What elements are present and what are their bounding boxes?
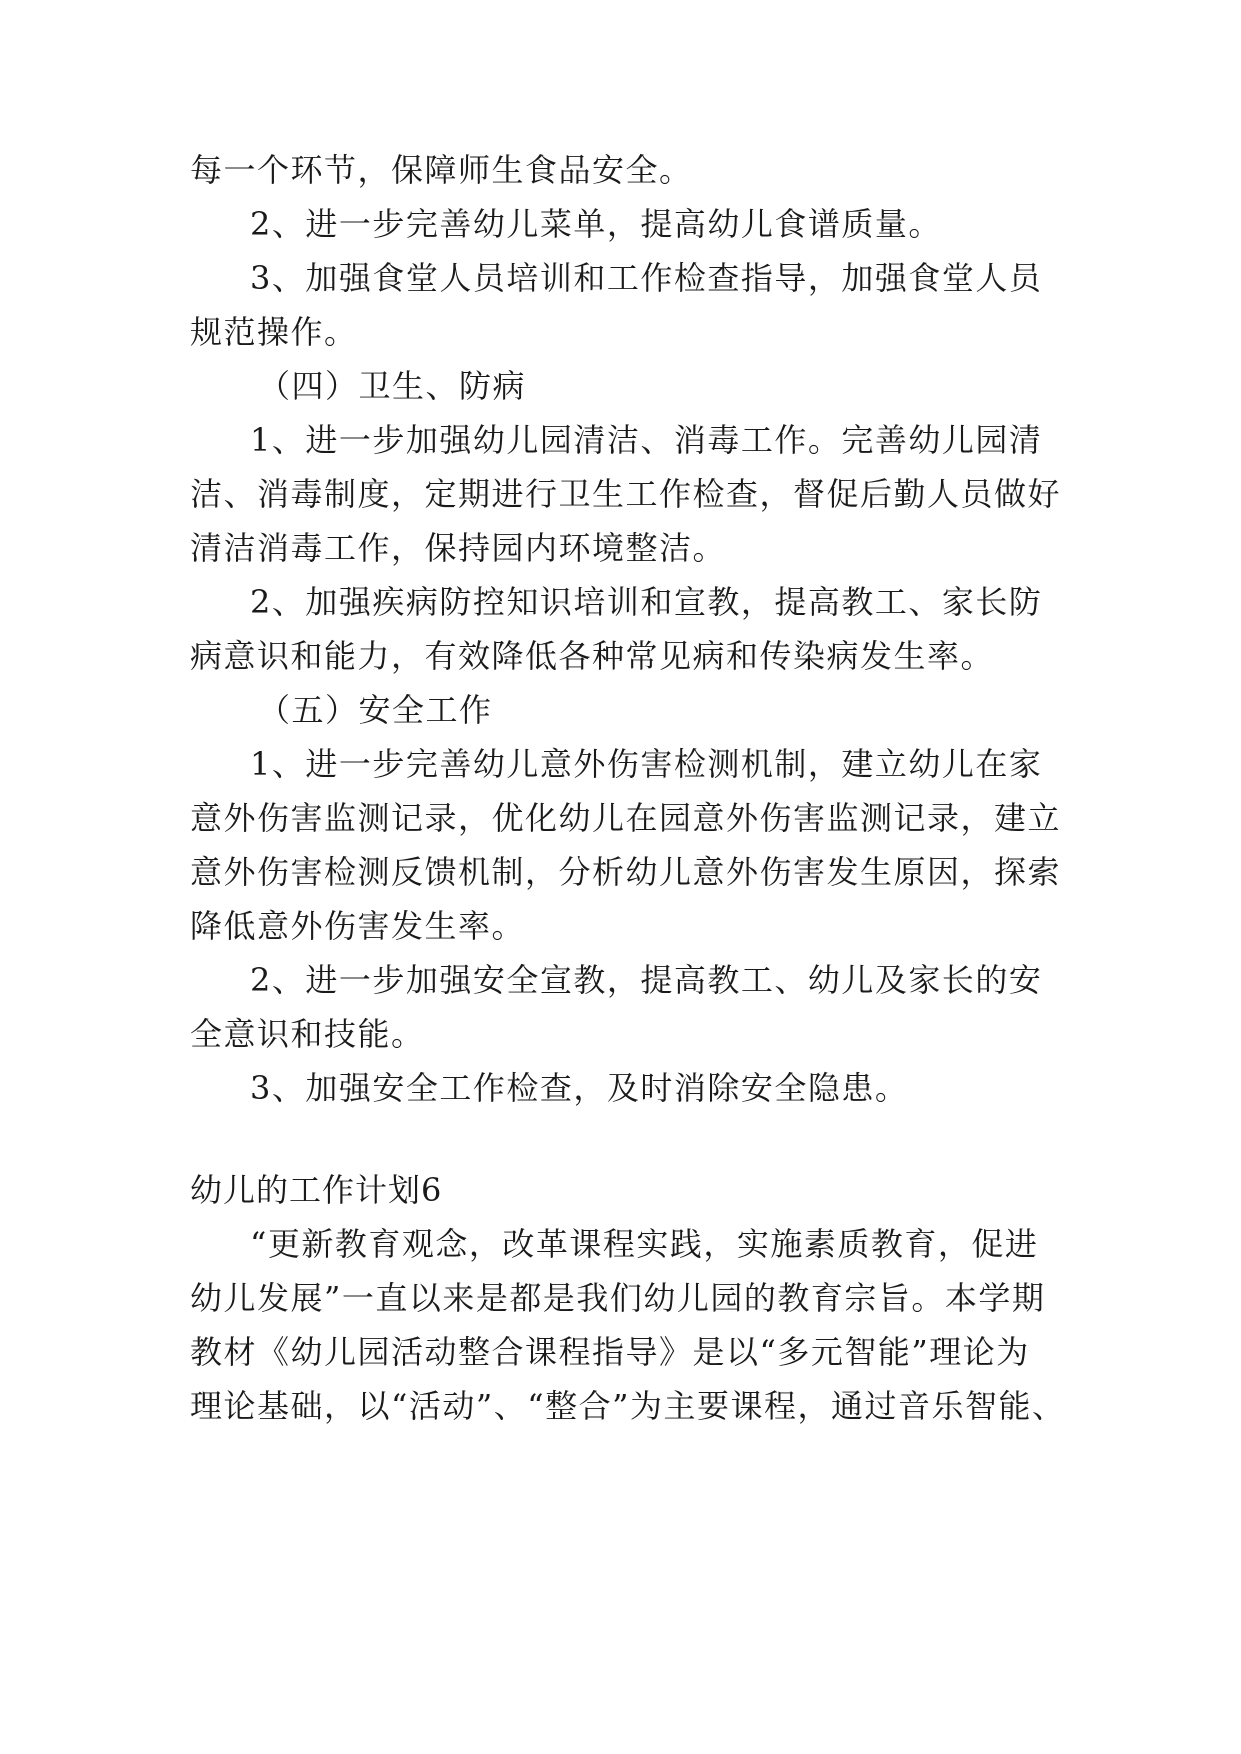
text-line: 教材《幼儿园活动整合课程指导》是以“多元智能”理论为 <box>190 1333 1030 1371</box>
text-line: 3、加强安全工作检查，及时消除安全隐患。 <box>250 1069 909 1107</box>
text-line: 1、进一步加强幼儿园清洁、消毒工作。完善幼儿园清 <box>250 421 1043 459</box>
text-line: 3、加强食堂人员培训和工作检查指导，加强食堂人员 <box>250 259 1043 297</box>
text-line: 降低意外伤害发生率。 <box>190 907 526 945</box>
text-line: 2、进一步加强安全宣教，提高教工、幼儿及家长的安 <box>250 961 1043 999</box>
text-line: 1、进一步完善幼儿意外伤害检测机制，建立幼儿在家 <box>250 745 1043 783</box>
text-line: 每一个环节，保障师生食品安全。 <box>190 151 693 189</box>
text-line: “更新教育观念，改革课程实践，实施素质教育，促进 <box>250 1225 1039 1263</box>
text-line: 清洁消毒工作，保持园内环境整洁。 <box>190 529 727 567</box>
section-heading: （四）卫生、防病 <box>258 367 527 405</box>
text-line: 2、加强疾病防控知识培训和宣教，提高教工、家长防 <box>250 583 1043 621</box>
text-line: 规范操作。 <box>190 313 358 351</box>
text-line: 幼儿发展”一直以来是都是我们幼儿园的教育宗旨。本学期 <box>190 1279 1046 1317</box>
article-title: 幼儿的工作计划6 <box>190 1171 443 1209</box>
text-line: 理论基础，以“活动”、“整合”为主要课程，通过音乐智能、 <box>190 1387 1066 1425</box>
text-line: 意外伤害检测反馈机制，分析幼儿意外伤害发生原因，探索 <box>190 853 1062 891</box>
section-heading: （五）安全工作 <box>258 691 493 729</box>
text-line: 病意识和能力，有效降低各种常见病和传染病发生率。 <box>190 637 995 675</box>
text-line: 意外伤害监测记录，优化幼儿在园意外伤害监测记录，建立 <box>190 799 1062 837</box>
text-line: 2、进一步完善幼儿菜单，提高幼儿食谱质量。 <box>250 205 942 243</box>
text-line: 洁、消毒制度，定期进行卫生工作检查，督促后勤人员做好 <box>190 475 1062 513</box>
text-line: 全意识和技能。 <box>190 1015 425 1053</box>
